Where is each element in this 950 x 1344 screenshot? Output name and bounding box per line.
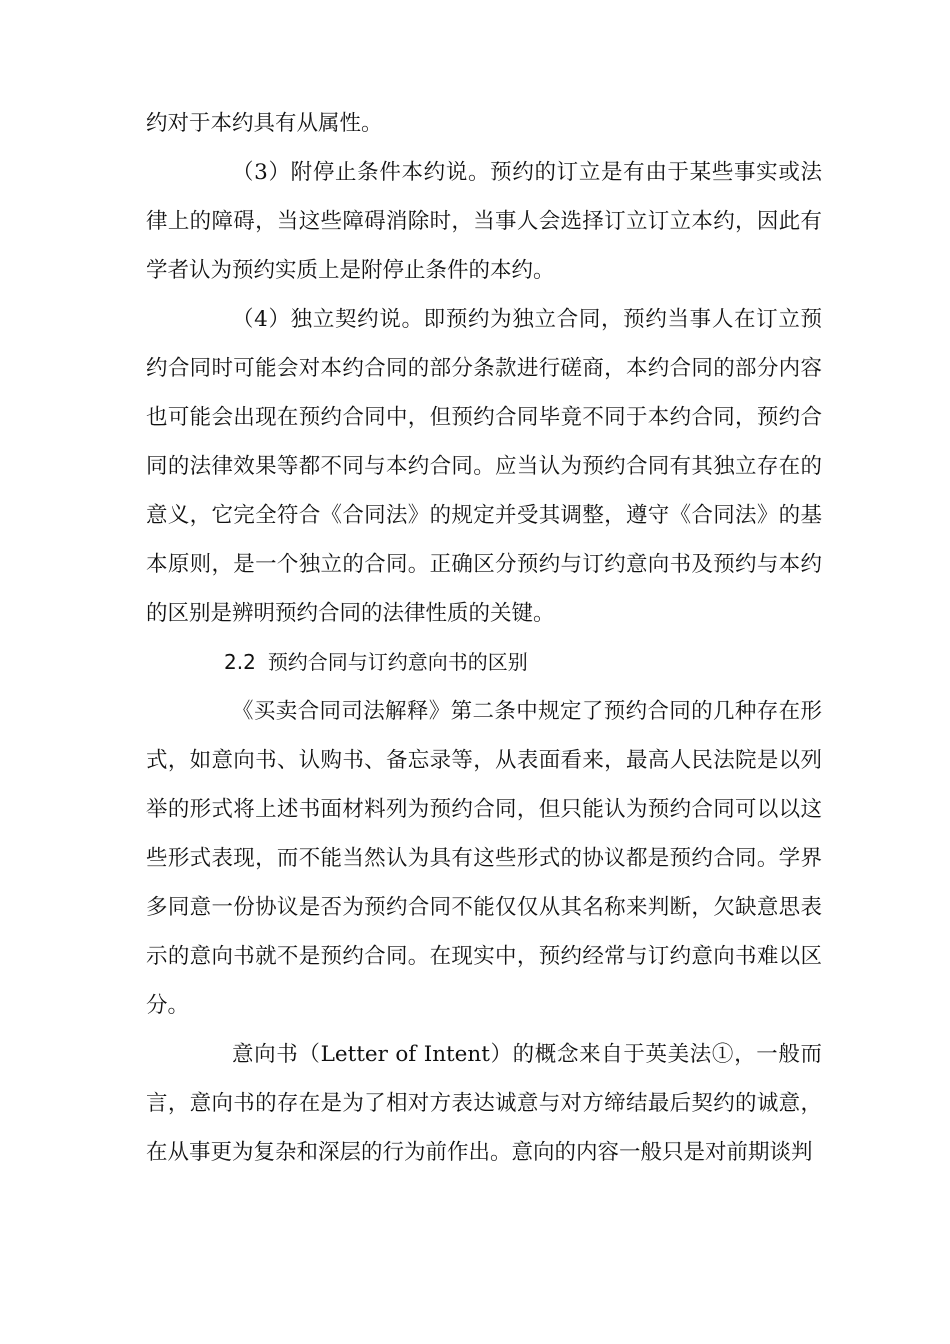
document-page: [146, 99, 822, 1177]
paragraph-theory-4: （4）独立契约说。即预约为独立合同，预约当事人在订立预约合同时可能会对本约合同的部分条款进行磋商，本约合同的部分内容也可能会出现在预约合同中，但预约合同毕竟不同于本约合同，预约合同的法律效果等都不同与本约合同。应当认为预约合同有其独立存在的意义，它完全符合《合同法》的规定并受其调整，遵守《合同法》的基本原则，是一个独立的合同。正确区分预约与订约意向书及预约与本约的区别是辨明预约合同的法律性质的关键。: [146, 307, 822, 626]
paragraph-letter-of-intent: 意向书（Letter of Intent）的概念来自于英美法①，一般而言，意向书的存在是为了相对方表达诚意与对方缔结最后契约的诚意，在从事更为复杂和深层的行为前作出。意向的内容一般只是对前期谈判: [146, 1042, 822, 1165]
paragraph-continuation: 约对于本约具有从属性。: [146, 111, 383, 136]
paragraph-theory-3: （3）附停止条件本约说。预约的订立是有由于某些事实或法律上的障碍，当这些障碍消除时，当事人会选择订立订立本约，因此有学者认为预约实质上是附停止条件的本约。: [146, 160, 822, 283]
section-number: 2.2: [224, 650, 256, 674]
paragraph-sales-contract-interpretation: 《买卖合同司法解释》第二条中规定了预约合同的几种存在形式，如意向书、认购书、备忘录等，从表面看来，最高人民法院是以列举的形式将上述书面材料列为预约合同，但只能认为预约合同可以以这些形式表现，而不能当然认为具有这些形式的协议都是预约合同。学界多同意一份协议是否为预约合同不能仅仅从其名称来判断，欠缺意思表示的意向书就不是预约合同。在现实中，预约经常与订约意向书难以区分。: [146, 699, 822, 1018]
section-heading: [146, 638, 822, 687]
section-title: 预约合同与订约意向书的区别: [267, 650, 528, 674]
